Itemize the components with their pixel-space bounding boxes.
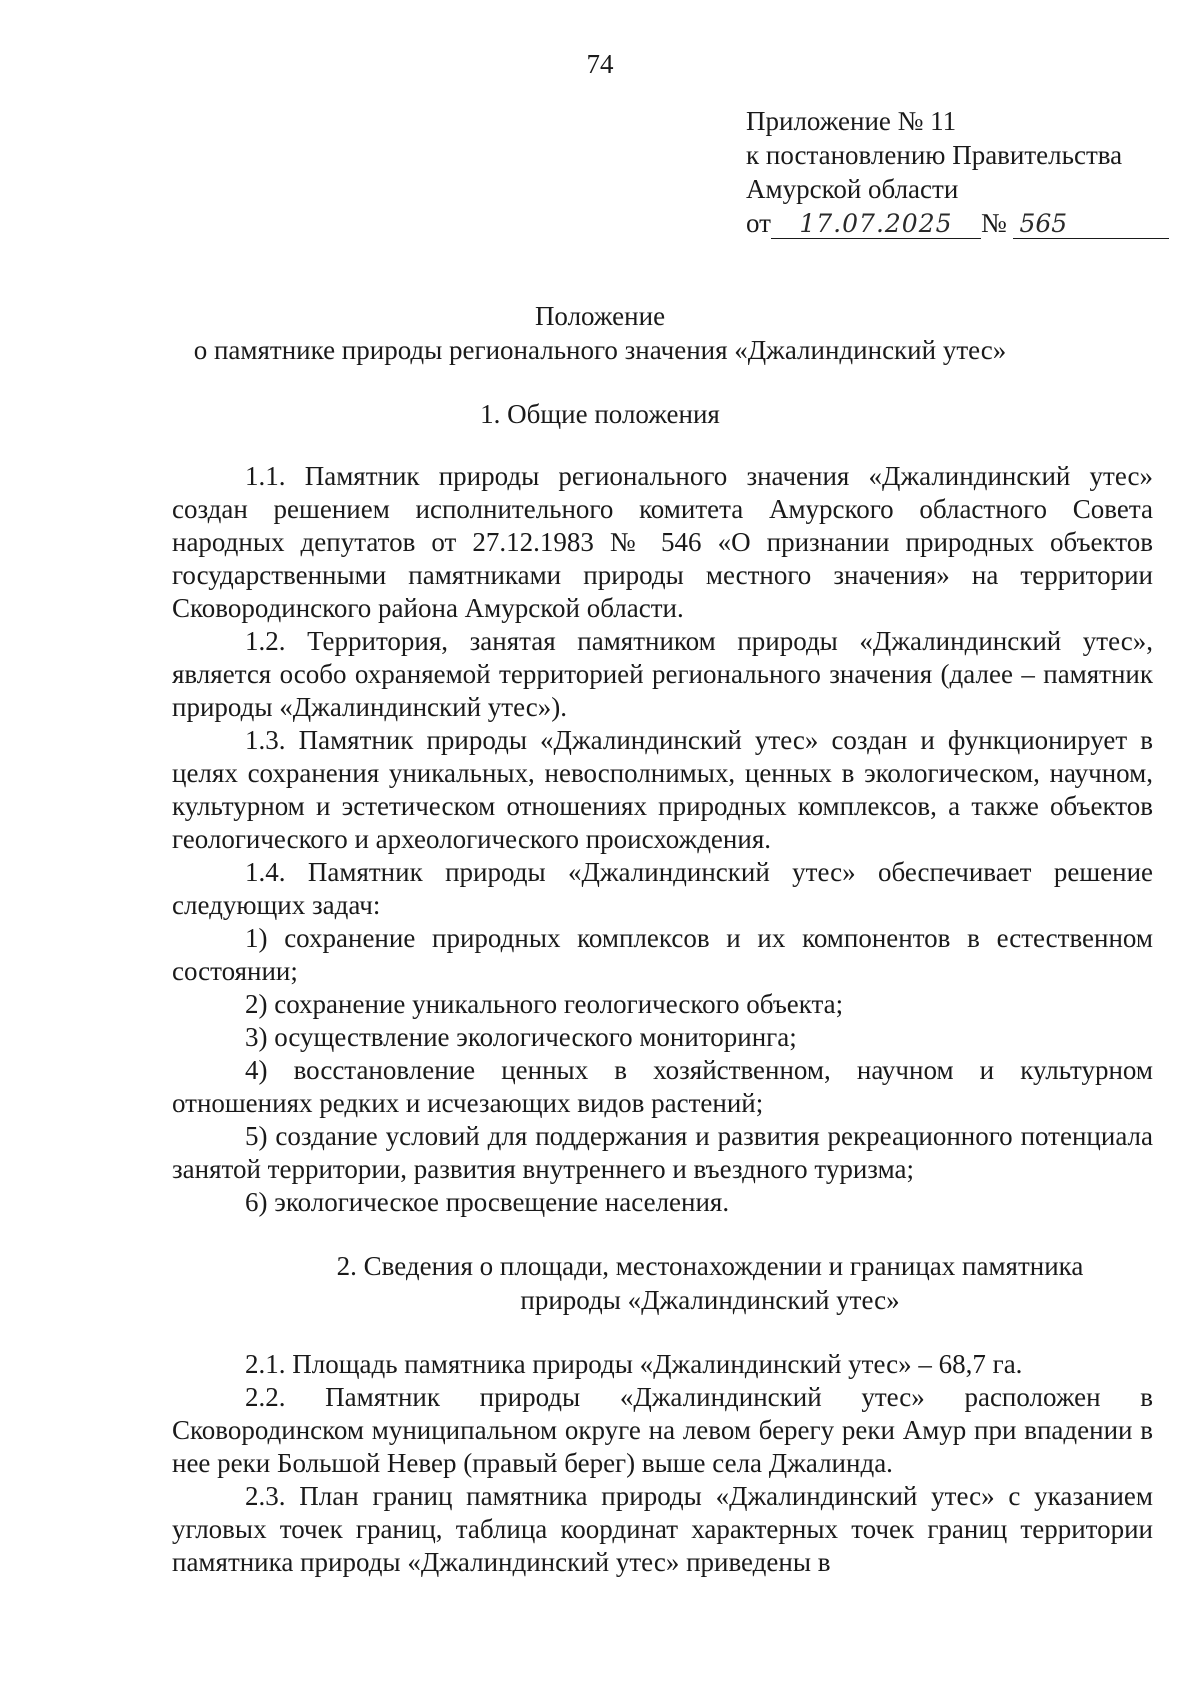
appendix-line-2: к постановлению Правительства [746, 140, 1123, 170]
appendix-line-1: Приложение № 11 [746, 106, 957, 136]
document-title: Положение [534, 301, 666, 331]
section-1-heading: 1. Общие положения [480, 399, 720, 429]
task-item: 2) сохранение уникального геологического объекта; [245, 989, 844, 1019]
appendix-date-line [746, 206, 1169, 240]
task-item: 1) сохранение природных комплексов и их компонентов в естественном состоянии; [172, 923, 1153, 986]
handwritten-date: 17.07.2025 [771, 210, 981, 239]
task-item: 6) экологическое просвещение населения. [245, 1187, 730, 1217]
appendix-line-3: Амурской области [746, 174, 959, 204]
section-2-heading-line-2: природы «Джалиндинский утес» [520, 1285, 900, 1315]
number-prefix: № [980, 208, 1007, 238]
paragraph-1-1: 1.1. Памятник природы регионального значения «Джалиндинский утес» создан решением исполнительного комитета Амурского областного Совета народных депутатов от 27.12.1983 № 546 «О признании природных объектов государственными памятниками природы местного значения» на территории Сковородинского района Амурской области. [172, 461, 1153, 623]
document-subtitle: о памятнике природы регионального значения «Джалиндинский утес» [193, 335, 1007, 365]
task-item: 3) осуществление экологического мониторинга; [245, 1022, 797, 1052]
date-prefix: от [746, 208, 771, 238]
paragraph-1-4: 1.4. Памятник природы «Джалиндинский утес» обеспечивает решение следующих задач: [172, 857, 1153, 920]
section-2-heading-line-1: 2. Сведения о площади, местонахождении и границах памятника [336, 1251, 1084, 1281]
paragraph-2-3: 2.3. План границ памятника природы «Джалиндинский утес» с указанием угловых точек границ, таблица координат характерных точек границ территории памятника природы «Джалиндинский утес» приведены в [172, 1481, 1153, 1577]
paragraph-2-2: 2.2. Памятник природы «Джалиндинский утес» расположен в Сковородинском муниципальном округе на левом берегу реки Амур при впадении в нее реки Большой Невер (правый берег) выше села Джалинда. [172, 1382, 1153, 1478]
section-2-body [172, 1348, 1153, 1579]
section-1-body [172, 460, 1153, 1219]
task-item: 4) восстановление ценных в хозяйственном, научном и культурном отношениях редких и исчезающих видов растений; [172, 1055, 1153, 1118]
task-item: 5) создание условий для поддержания и развития рекреационного потенциала занятой территории, развития внутреннего и въездного туризма; [172, 1121, 1153, 1184]
paragraph-1-3: 1.3. Памятник природы «Джалиндинский утес» создан и функционирует в целях сохранения уникальных, невосполнимых, ценных в экологическом, научном, культурном и эстетическом отношениях природных комплексов, а также объектов геологического и археологического происхождения. [172, 725, 1153, 854]
appendix-header [746, 104, 1169, 240]
paragraph-2-1: 2.1. Площадь памятника природы «Джалиндинский утес» – 68,7 га. [245, 1349, 1023, 1379]
paragraph-1-2: 1.2. Территория, занятая памятником природы «Джалиндинский утес», является особо охраняемой территорией регионального значения (далее – памятник природы «Джалиндинский утес»). [172, 626, 1153, 722]
page-number: 74 [586, 49, 614, 79]
handwritten-number: 565 [1013, 210, 1169, 239]
